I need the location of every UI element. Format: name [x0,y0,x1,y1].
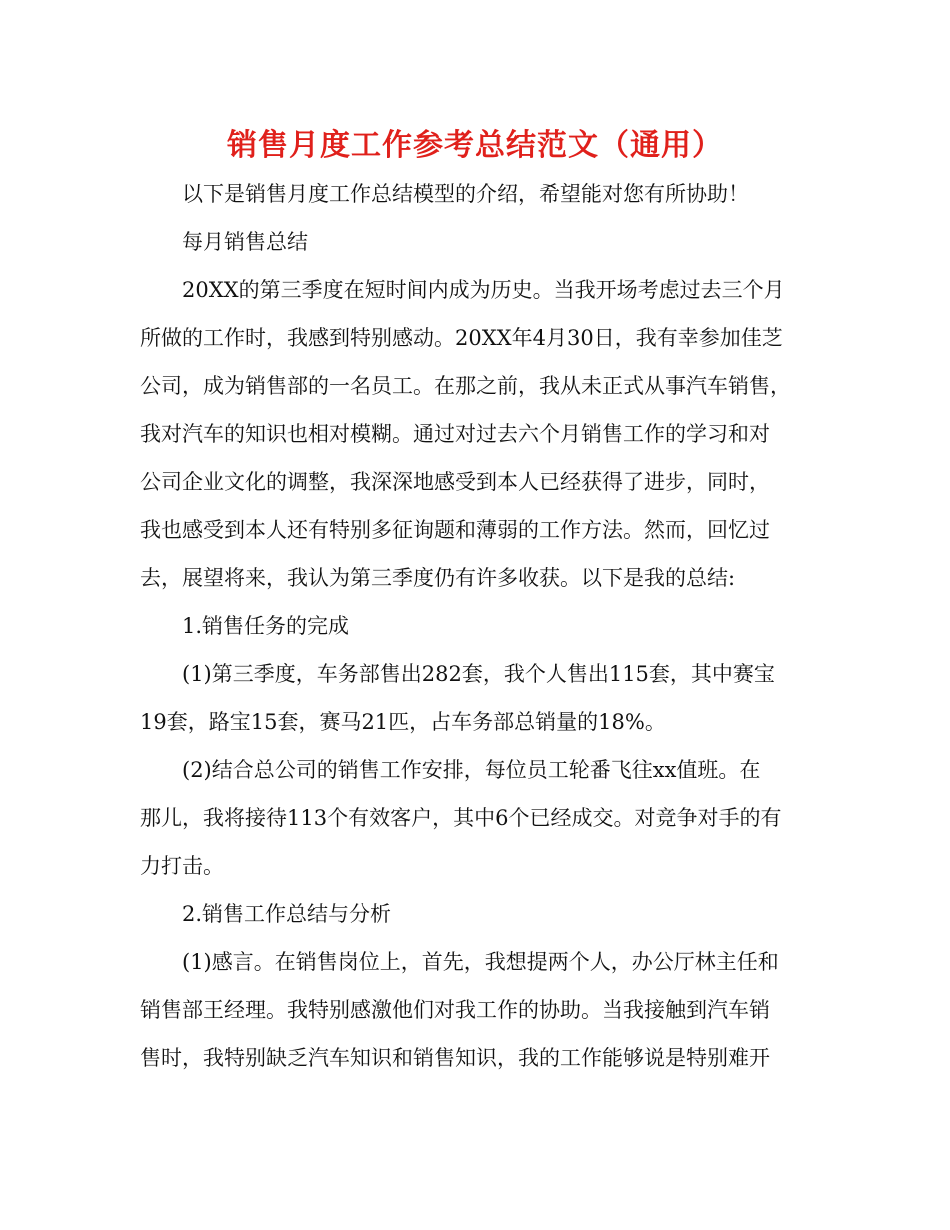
paragraph-line: 所做的工作时，我感到特别感动。20XX年4月30日，我有幸参加佳芝 [140,326,783,350]
item-1-1 [140,650,820,746]
paragraph-line: (1)第三季度，车务部售出282套，我个人售出115套，其中赛宝 [182,662,775,686]
paragraph-line: 去，展望将来，我认为第三季度仍有许多收获。以下是我的总结: [140,566,736,590]
paragraph-line: (2)结合总公司的销售工作安排，每位员工轮番飞往xx值班。在 [182,758,761,782]
paragraph-line: (1)感言。在销售岗位上，首先，我想提两个人，办公厅林主任和 [182,950,779,974]
document-body [140,170,820,1082]
paragraph-line: 我也感受到本人还有特别多征询题和薄弱的工作方法。然而，回忆过 [140,518,770,542]
paragraph-line: 19套，路宝15套，赛马21匹，占车务部总销量的18%。 [140,710,666,734]
paragraph-line: 公司企业文化的调整，我深深地感受到本人已经获得了进步，同时， [140,470,770,494]
paragraph-line: 20XX的第三季度在短时间内成为历史。当我开场考虑过去三个月 [182,278,785,302]
item-1-2 [140,746,820,890]
paragraph-line: 我对汽车的知识也相对模糊。通过对过去六个月销售工作的学习和对 [140,422,770,446]
paragraph-line: 公司，成为销售部的一名员工。在那之前，我从未正式从事汽车销售， [140,374,791,398]
paragraph-line: 那儿，我将接待113个有效客户，其中6个已经成交。对竞争对手的有 [140,806,782,830]
paragraph-line: 销售部王经理。我特别感激他们对我工作的协助。当我接触到汽车销 [140,998,770,1022]
document-title: 销售月度工作参考总结范文（通用） [227,128,723,163]
item-2-1 [140,938,820,1082]
paragraph-1 [140,266,820,602]
intro-paragraph: 以下是销售月度工作总结模型的介绍，希望能对您有所协助！ [182,182,749,206]
paragraph-line: 售时，我特别缺乏汽车知识和销售知识，我的工作能够说是特别难开 [140,1046,770,1070]
section-1-heading: 1.销售任务的完成 [182,614,350,638]
paragraph-line: 力打击。 [140,854,224,878]
section-2-heading: 2.销售工作总结与分析 [182,902,392,926]
monthly-summary-heading: 每月销售总结 [182,230,308,254]
